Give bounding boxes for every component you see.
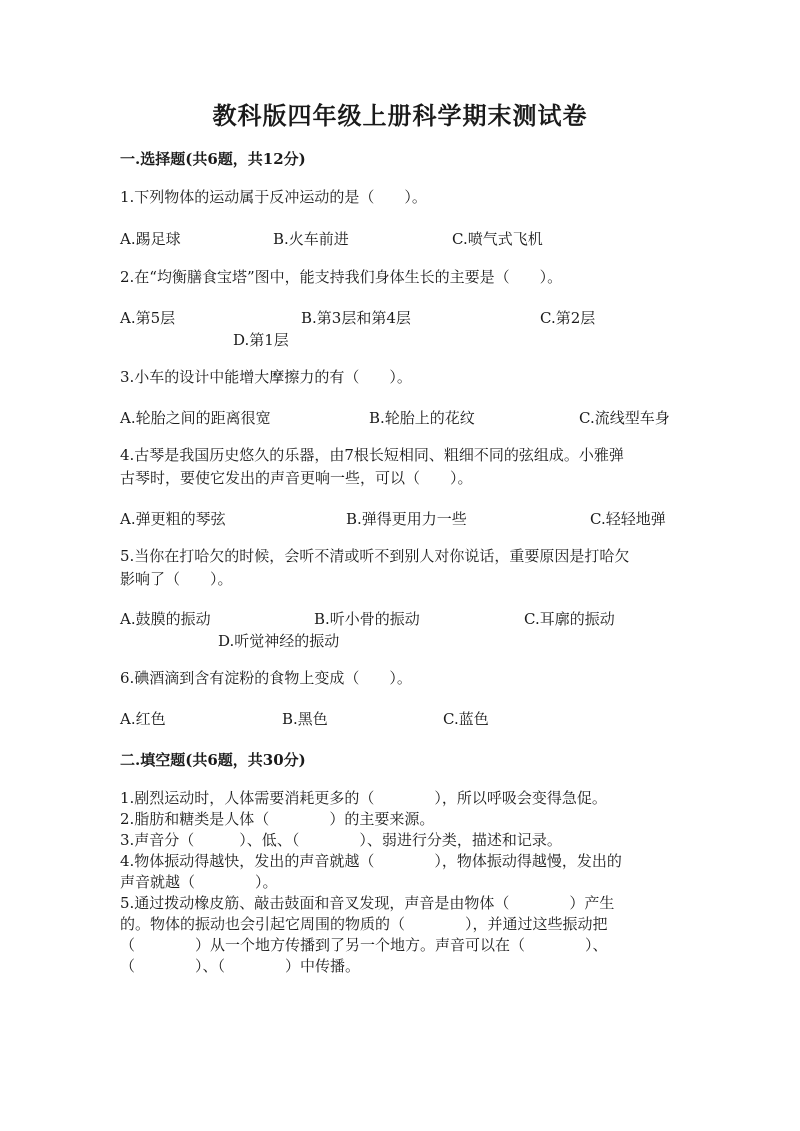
- question-6: 6.碘酒滴到含有淀粉的食物上变成（ ）。: [120, 669, 412, 687]
- fill-line-7: 的。物体的振动也会引起它周围的物质的（ ），并通过这些振动把: [120, 915, 608, 933]
- section-1-heading: 一.选择题(共6题，共12分): [120, 150, 306, 168]
- fill-line-3: 3.声音分（ ）、低、（ ）、弱进行分类，描述和记录。: [120, 831, 562, 849]
- fill-line-6: 5.通过拨动橡皮筋、敲击鼓面和音叉发现，声音是由物体（ ）产生: [120, 894, 615, 912]
- q1-option-b: B.火车前进: [273, 230, 349, 248]
- q3-option-c: C.流线型车身: [579, 409, 670, 427]
- q4-option-a: A.弹更粗的琴弦: [120, 510, 226, 528]
- q5-option-d: D.听觉神经的振动: [218, 632, 340, 650]
- fill-line-5: 声音就越（ ）。: [120, 873, 278, 891]
- question-4-line-1: 4.古琴是我国历史悠久的乐器，由7根长短相同、粗细不同的弦组成。小雅弹: [120, 446, 624, 464]
- q6-option-a: A.红色: [120, 710, 166, 728]
- q1-option-c: C.喷气式飞机: [452, 230, 543, 248]
- fill-line-1: 1.剧烈运动时，人体需要消耗更多的（ ），所以呼吸会变得急促。: [120, 789, 607, 807]
- fill-line-8: （ ）从一个地方传播到了另一个地方。声音可以在（ ）、: [120, 936, 608, 954]
- q5-option-a: A.鼓膜的振动: [120, 610, 211, 628]
- exam-title: 教科版四年级上册科学期末测试卷: [212, 101, 588, 130]
- q2-option-b: B.第3层和第4层: [301, 309, 411, 327]
- q5-option-c: C.耳廓的振动: [524, 610, 615, 628]
- q2-option-d: D.第1层: [233, 331, 289, 349]
- q6-option-c: C.蓝色: [443, 710, 489, 728]
- q3-option-b: B.轮胎上的花纹: [369, 409, 475, 427]
- question-5-line-1: 5.当你在打哈欠的时候，会听不清或听不到别人对你说话，重要原因是打哈欠: [120, 547, 630, 565]
- fill-line-2: 2.脂肪和糖类是人体（ ）的主要来源。: [120, 810, 435, 828]
- question-5-line-2: 影响了（ ）。: [120, 570, 233, 588]
- q4-option-c: C.轻轻地弹: [590, 510, 666, 528]
- q4-option-b: B.弹得更用力一些: [346, 510, 467, 528]
- question-4-line-2: 古琴时，要使它发出的声音更响一些，可以（ ）。: [120, 469, 473, 487]
- question-3: 3.小车的设计中能增大摩擦力的有（ ）。: [120, 368, 412, 386]
- q2-option-a: A.第5层: [120, 309, 176, 327]
- q5-option-b: B.听小骨的振动: [314, 610, 420, 628]
- fill-line-9: （ ）、（ ）中传播。: [120, 957, 361, 975]
- fill-line-4: 4.物体振动得越快，发出的声音就越（ ），物体振动得越慢，发出的: [120, 852, 622, 870]
- q6-option-b: B.黑色: [282, 710, 328, 728]
- question-1: 1.下列物体的运动属于反冲运动的是（ ）。: [120, 188, 427, 206]
- section-2-heading: 二.填空题(共6题，共30分): [120, 751, 306, 769]
- q1-option-a: A.踢足球: [120, 230, 181, 248]
- q3-option-a: A.轮胎之间的距离很宽: [120, 409, 271, 427]
- q2-option-c: C.第2层: [540, 309, 596, 327]
- question-2: 2.在“均衡膳食宝塔”图中，能支持我们身体生长的主要是（ ）。: [120, 268, 563, 286]
